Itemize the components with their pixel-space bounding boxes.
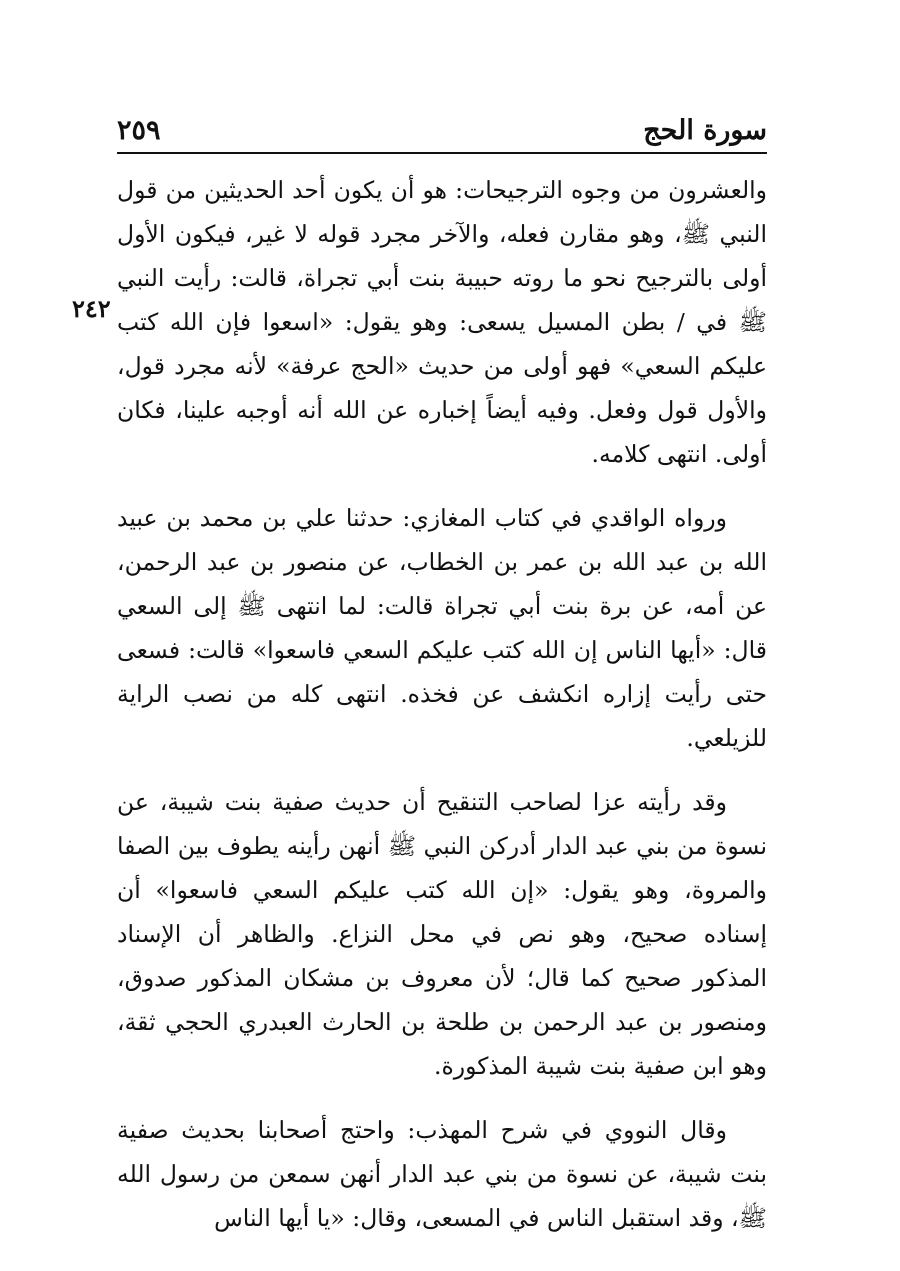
page-number: ٢٥٩ — [117, 115, 161, 146]
main-text — [117, 168, 767, 1240]
running-header — [117, 108, 767, 154]
paragraph: وقد رأيته عزا لصاحب التنقيح أن حديث صفية بنت شيبة، عن نسوة من بني عبد الدار أدركن النبي ﷺ أنهن رأينه يطوف بين الصفا والمروة، وهو يقول: «إن الله كتب عليكم السعي فاسعوا» أن إسناده صحيح، وهو نص في محل النزاع. والظاهر أن الإسناد المذكور صحيح كما قال؛ لأن معروف بن مشكان المذكور صدوق، ومنصور بن عبد الرحمن بن طلحة بن الحارث العبدري الحجي ثقة، وهو ابن صفية بنت شيبة المذكورة. — [117, 788, 767, 1080]
paragraph: وقال النووي في شرح المهذب: واحتج أصحابنا بحديث صفية بنت شيبة، عن نسوة من بني عبد الدار أنهن سمعن من رسول الله ﷺ، وقد استقبل الناس في المسعى، وقال: «يا أيها الناس — [117, 1116, 767, 1232]
paragraph: ورواه الواقدي في كتاب المغازي: حدثنا علي بن محمد بن عبيد الله بن عبد الله بن عمر بن الخطاب، عن منصور بن عبد الرحمن، عن أمه، عن برة بنت أبي تجراة قالت: لما انتهى ﷺ إلى السعي قال: «أيها الناس إن الله كتب عليكم السعي فاسعوا» قالت: فسعى حتى رأيت إزاره انكشف عن فخذه. انتهى كله من نصب الراية للزيلعي. — [117, 504, 767, 752]
margin-reference-number: ٢٤٢ — [72, 294, 111, 323]
paragraph: والعشرون من وجوه الترجيحات: هو أن يكون أحد الحديثين من قول النبي ﷺ، وهو مقارن فعله، والآخر مجرد قوله لا غير، فيكون الأول أولى بالترجيح نحو ما روته حبيبة بنت أبي تجراة، قالت: رأيت النبي ﷺ في / بطن المسيل يسعى: وهو يقول: «اسعوا فإن الله كتب عليكم السعي» فهو أولى من حديث «الحج عرفة» لأنه مجرد قول، والأول قول وفعل. وفيه أيضاً إخباره عن الله أنه أوجبه علينا، فكان أولى. انتهى كلامه. — [117, 176, 767, 468]
surah-title: سورة الحج — [643, 115, 767, 146]
